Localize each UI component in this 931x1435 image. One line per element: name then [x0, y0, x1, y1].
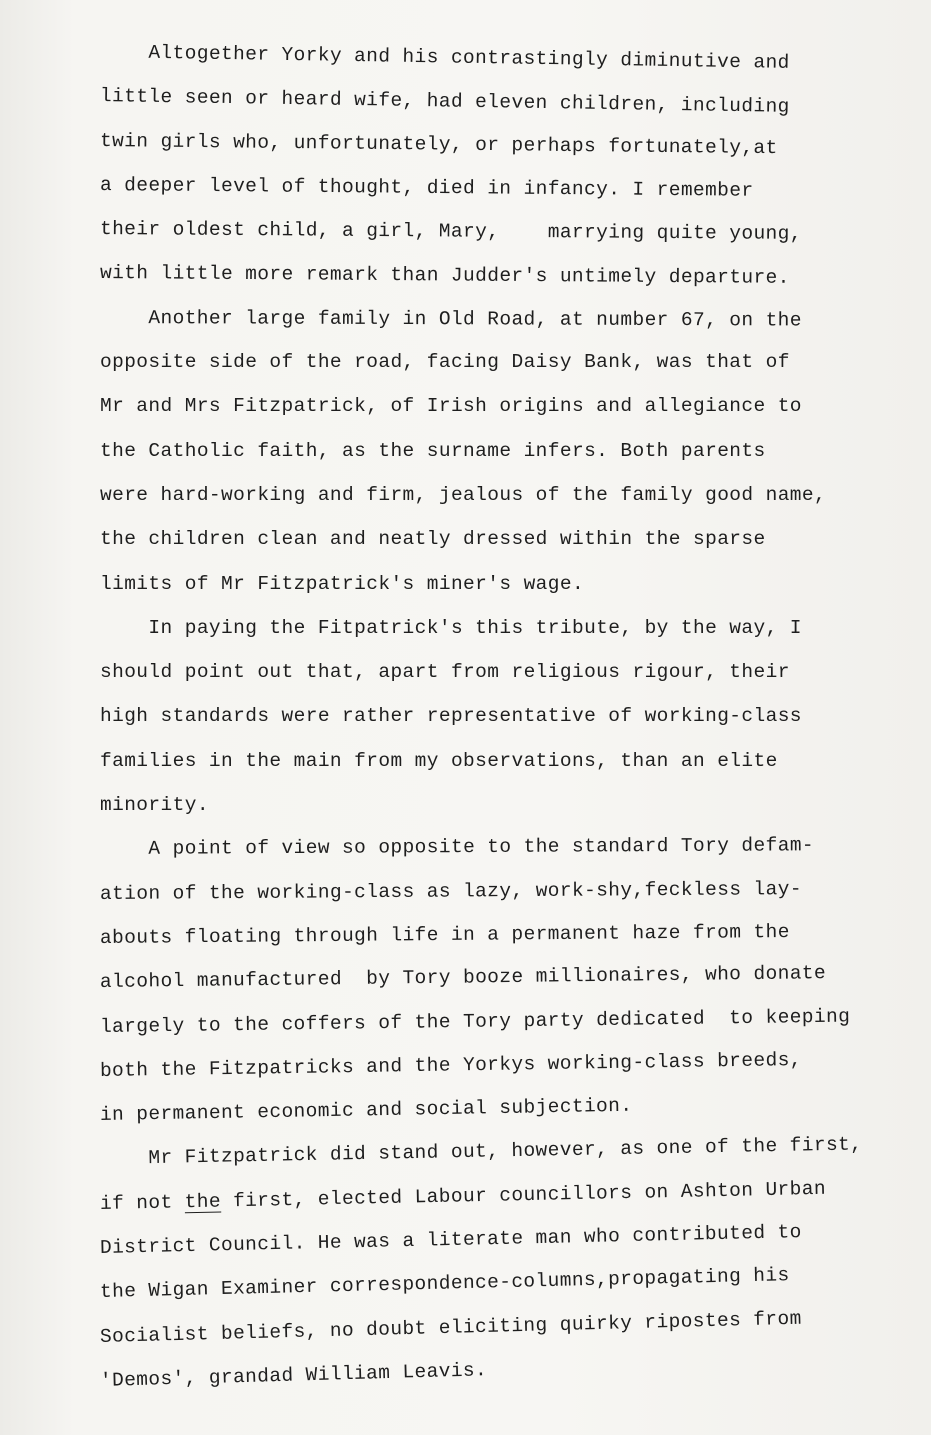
text-line: abouts floating through life in a permanent haze from the [99, 920, 790, 949]
text-line: Mr Fitzpatrick did stand out, however, as one of the first, [99, 1133, 863, 1171]
text-line-end: first, elected Labour councillors on Ashton Urban [220, 1177, 827, 1213]
text-line: opposite side of the road, facing Daisy Bank, was that of [100, 351, 790, 374]
text-line: were hard-working and firm, jealous of the family good name, [100, 483, 827, 506]
text-line: ation of the working-class as lazy, work-shy,feckless lay- [99, 877, 802, 905]
text-line: In paying the Fitpatrick's this tribute, by the way, I [100, 616, 802, 639]
text-line: twin girls who, unfortunately, or perhaps fortunately,at [99, 129, 778, 159]
text-line: their oldest child, a girl, Mary, marrying quite young, [99, 218, 802, 246]
text-line: Another large family in Old Road, at number 67, on the [99, 306, 802, 332]
text-line: families in the main from my observations, than an elite [100, 749, 778, 772]
text-line: a deeper level of thought, died in infancy. I remember [99, 173, 754, 202]
text-line: A point of view so opposite to the standard Tory defam- [99, 834, 815, 861]
text-line: Socialist beliefs, no doubt eliciting quirky ripostes from [99, 1307, 802, 1348]
text-line: the children clean and neatly dressed within the sparse [100, 528, 766, 551]
underlined-word: the [184, 1190, 222, 1213]
text-line: the Catholic faith, as the surname infers. Both parents [100, 439, 766, 462]
text-line: limits of Mr Fitzpatrick's miner's wage. [100, 572, 585, 595]
text-line: District Council. He was a literate man who contributed to [99, 1221, 802, 1260]
text-line: Mr and Mrs Fitzpatrick, of Irish origins and allegiance to [100, 395, 802, 418]
text-line-start: if not [99, 1190, 185, 1215]
text-line: alcohol manufactured by Tory booze millionaires, who donate [99, 962, 827, 994]
text-line: should point out that, apart from religious rigour, their [100, 661, 790, 684]
text-line: largely to the coffers of the Tory party dedicated to keeping [99, 1005, 851, 1038]
text-line: the Wigan Examiner correspondence-columns,propagating his [99, 1264, 790, 1304]
text-line: 'Demos', grandad William Leavis. [99, 1359, 488, 1392]
text-line: Altogether Yorky and his contrastingly diminutive and [99, 41, 790, 74]
text-line: in permanent economic and social subjection. [99, 1094, 633, 1127]
text-line: little seen or heard wife, had eleven children, including [99, 85, 790, 119]
text-line: both the Fitzpatricks and the Yorkys working-class breeds, [99, 1048, 803, 1082]
text-line: with little more remark than Judder's untimely departure. [99, 262, 790, 290]
text-line: high standards were rather representative of working-class [100, 705, 802, 728]
page-text [100, 30, 915, 1403]
text-line: minority. [100, 794, 209, 817]
